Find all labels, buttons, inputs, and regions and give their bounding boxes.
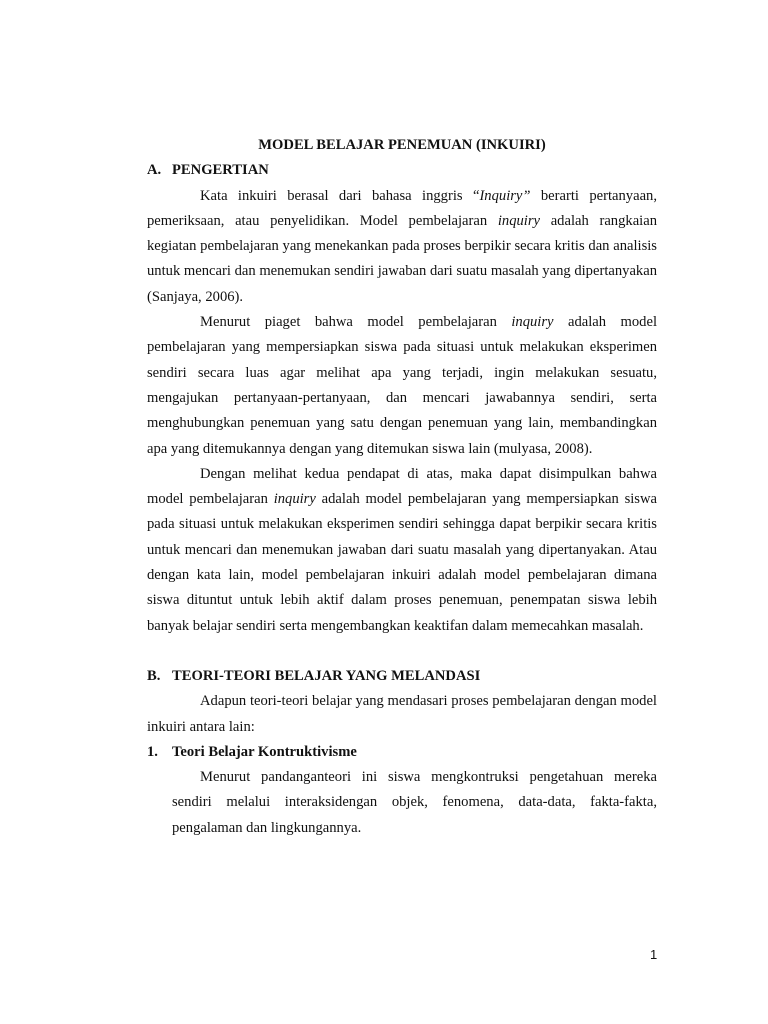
section-a-heading — [147, 158, 657, 183]
paragraph-3 — [147, 462, 657, 639]
paragraph-3-part-a: Dengan melihat kedua pendapat di atas, maka dapat disimpulkan bahwa model pembelajaran — [147, 465, 657, 508]
paragraph-1-part-a: Kata inkuiri berasal dari bahasa inggris “ — [200, 187, 480, 204]
paragraph-2-term-inquiry: inquiry — [511, 314, 554, 331]
paragraph-5: Menurut pandanganteori ini siswa mengkontruksi pengetahuan mereka sendiri melalui interaksidengan objek, fenomena, data-data, fakta-fakta, pengalaman dan lingkungannya. — [172, 769, 657, 836]
section-b-number: B. — [147, 667, 161, 684]
page-number: 1 — [650, 947, 658, 962]
subsection-1-title: Teori Belajar Kontruktivisme — [172, 743, 357, 760]
paragraph-2-part-a: Menurut piaget bahwa model pembelajaran — [200, 314, 512, 331]
paragraph-4: Adapun teori-teori belajar yang mendasari proses pembelajaran dengan model inkuiri antara lain: — [147, 693, 657, 735]
section-spacer — [147, 639, 657, 664]
section-b-title: TEORI-TEORI BELAJAR YANG MELANDASI — [172, 667, 481, 684]
paragraph-1-part-c: berarti pertanyaan, pemeriksaan, atau penyelidikan. Model pembelajaran — [147, 187, 657, 229]
paragraph-1 — [147, 184, 657, 310]
subsection-1-number: 1. — [147, 743, 158, 760]
paragraph-1-term-inquiry: Inquiry” — [479, 187, 531, 204]
paragraph-1-term-inquiry-2: inquiry — [497, 212, 541, 229]
paragraph-2 — [147, 310, 657, 462]
paragraph-1-part-e: adalah rangkaian kegiatan pembelajaran yang menekankan pada proses berpikir secara kritis dan analisis untuk mencari dan menemukan sendiri jawaban dari suatu masalah yang dipertanyakan (Sanjaya, 2006). — [147, 212, 657, 305]
document-title: MODEL BELAJAR PENEMUAN (INKUIRI) — [258, 137, 546, 153]
section-b-heading — [147, 664, 657, 689]
section-a-title: PENGERTIAN — [172, 162, 269, 179]
section-a-number: A. — [147, 162, 162, 179]
paragraph-2-part-c: adalah model pembelajaran yang mempersiapkan siswa pada situasi untuk melakukan eksperimen sendiri secara luas agar melihat apa yang terjadi, ingin melakukan sesuatu, mengajukan pertanyaan-pertanyaan, dan mencari jawabannya sendiri, serta menghubungkan penemuan yang satu dengan penemuan yang lain, membandingkan apa yang ditemukannya dengan yang ditemukan siswa lain (mulyasa, 2008). — [147, 314, 657, 457]
page-content — [147, 133, 657, 841]
paragraph-3-part-c: adalah model pembelajaran yang mempersiapkan siswa pada situasi untuk melakukan eksperimen sendiri sehingga dapat berpikir secara kritis untuk mencari dan menemukan jawaban dari suatu masalah yang dipertanyakan. Atau dengan kata lain, model pembelajaran inkuiri adalah model pembelajaran dimana siswa dituntut untuk lebih aktif dalam proses penemuan, penempatan siswa lebih banyak belajar sendiri serta mengembangkan keaktifan dalam memecahkan masalah. — [147, 491, 657, 634]
paragraph-3-term-inquiry: inquiry — [273, 491, 316, 508]
subsection-1-heading — [147, 740, 657, 765]
